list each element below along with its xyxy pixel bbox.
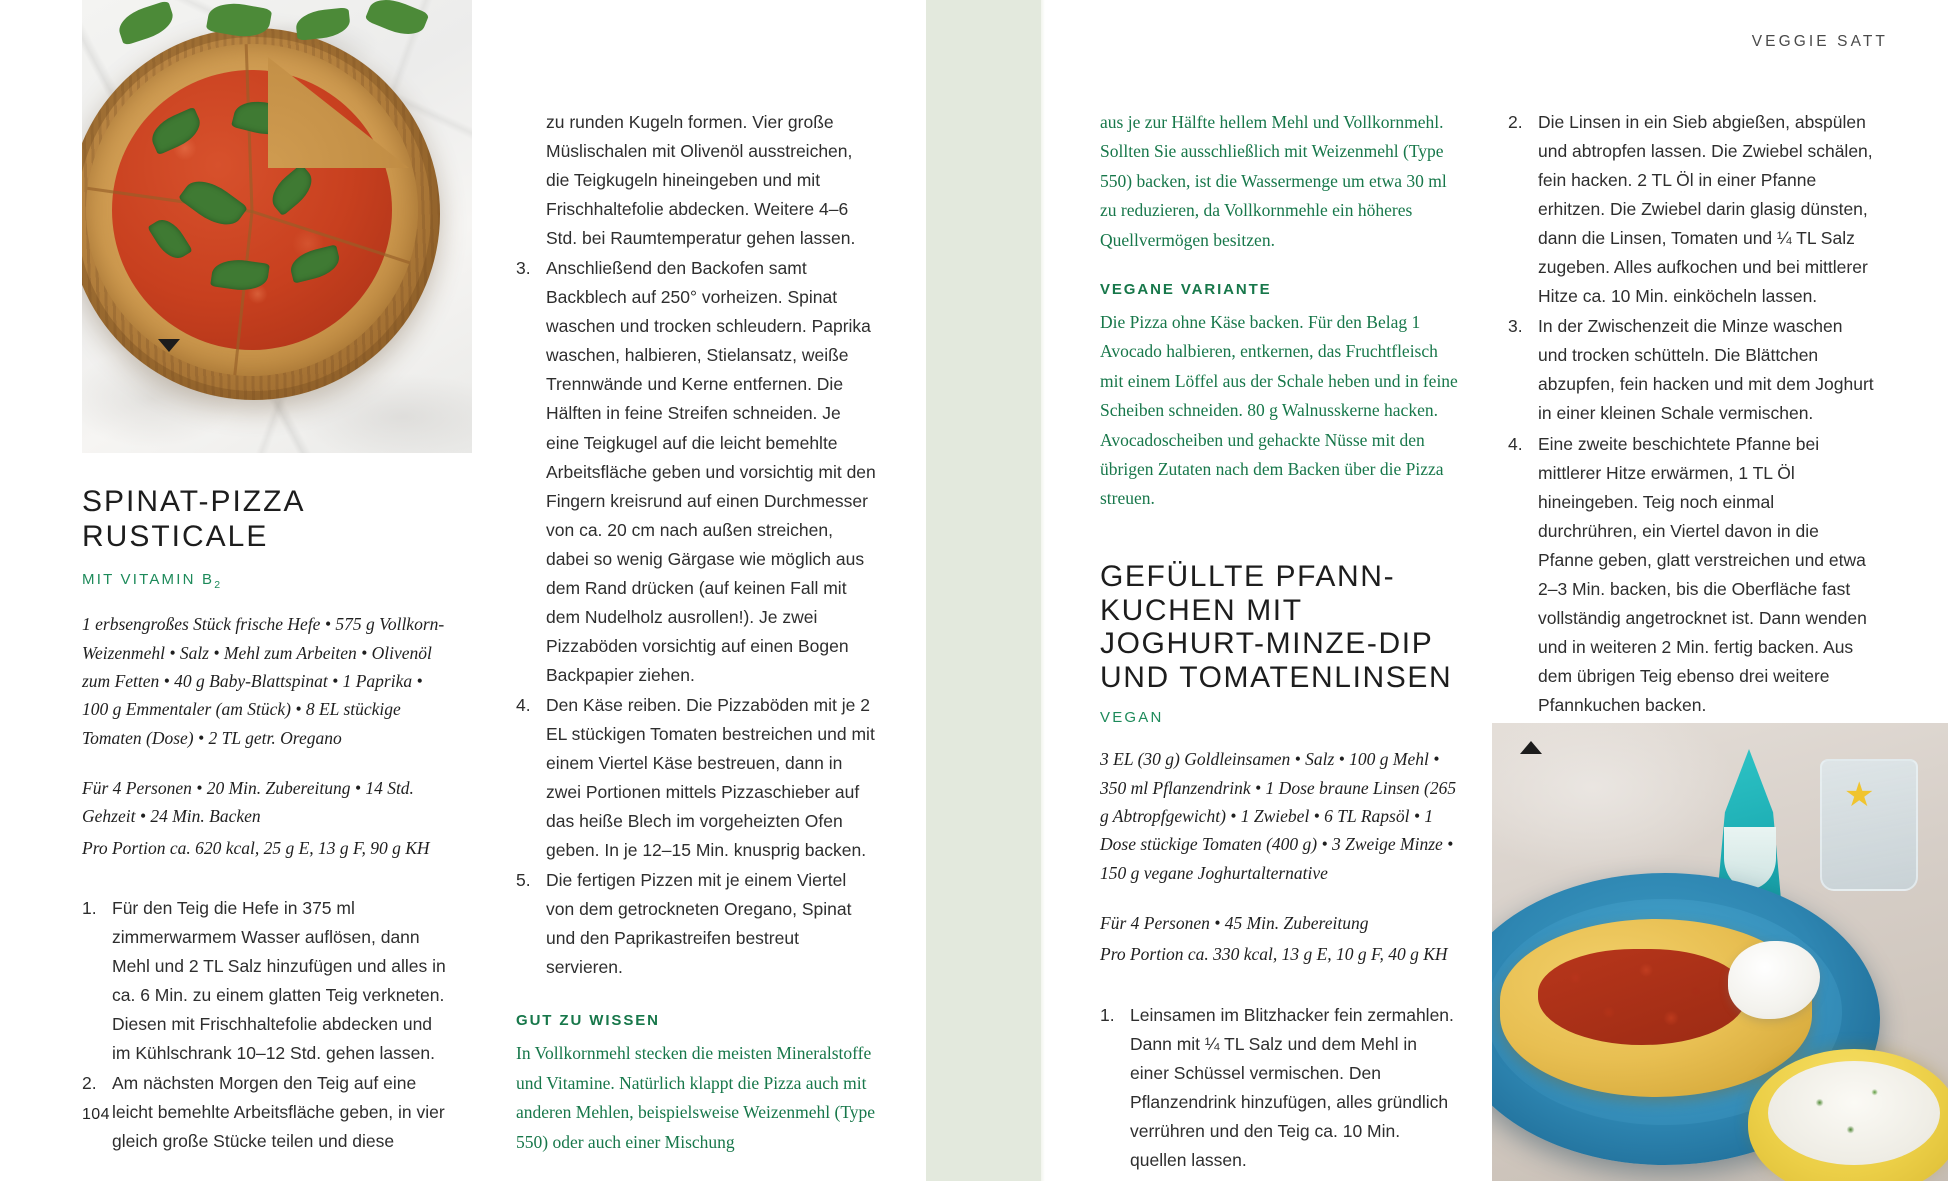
step-number: 2. <box>1508 112 1523 132</box>
ingredients-list-pfannkuchen: 3 EL (30 g) Goldleinsamen • Salz • 100 g Mehl • 350 ml Pflanzendrink • 1 Dose braune Linsen (265 g Abtropfgewicht) • 1 Zwiebel • 6 TL Rapsöl • 1 Dose stückige Tomaten (400 g) • 3 Zweige Minze • 150 g vegane Joghurtalternative <box>1100 749 1457 883</box>
recipe-meta-nutrition: Pro Portion ca. 620 kcal, 25 g E, 13 g F, 90 g KH <box>82 837 430 858</box>
vitamin-badge-label: MIT VITAMIN B <box>82 571 215 589</box>
step-text: Leinsamen im Blitzhacker fein zermahlen. Dann mit ¼ TL Salz und dem Mehl in einer Schüssel vermischen. Den Pflanzendrink hinzufügen, alles gründlich verrühren und den Teig ca. 10 Min. quellen lassen. <box>1130 1004 1454 1170</box>
steps-list <box>82 894 447 1156</box>
triangle-up-icon <box>1520 741 1542 754</box>
note-title-vegane-variante: VEGANE VARIANTE <box>1100 280 1272 298</box>
step-item <box>516 866 878 982</box>
ingredients-list: 1 erbsengroßes Stück frische Hefe • 575 g Vollkorn-Weizenmehl • Salz • Mehl zum Arbeiten • Olivenöl zum Fetten • 40 g Baby-Blattspinat • 1 Paprika • 100 g Emmentaler (am Stück) • 8 EL stückige Tomaten (Dose) • 2 TL getr. Oregano <box>82 614 445 748</box>
running-head: VEGGIE SATT <box>1751 33 1888 50</box>
step-item <box>1508 312 1876 428</box>
recipe-title-gefuellte-pfannkuchen: GEFÜLLTE PFANN-KUCHEN MIT JOGHURT-MINZE-DIP UND TOMATENLINSEN <box>1100 559 1453 695</box>
step-text: Anschließend den Backofen samt Backblech auf 250° vorheizen. Spinat waschen und trocken schleudern. Paprika waschen, halbieren, Stielansatz, weiße Trennwände und Kerne entfernen. Die Hälften in feine Streifen schneiden. Je eine Teigkugel auf die leicht bemehlte Arbeitsfläche geben und vorsichtig mit den Fingern kreisrund auf einen Durchmesser von ca. 20 cm nach außen streichen, dabei so wenig Gärgase wie möglich aus dem Rand drücken (auf keinen Fall mit dem Nudelholz ausrollen!). Je zwei Pizzaböden vorsichtig auf einen Bogen Backpapier ziehen. <box>546 258 876 685</box>
triangle-down-icon <box>158 339 180 352</box>
step-text: Am nächsten Morgen den Teig auf eine leicht bemehlte Arbeitsfläche geben, in vier gleich große Stücke teilen und diese <box>112 1073 445 1152</box>
step-item <box>1508 108 1876 311</box>
step-number: 4. <box>1508 433 1523 454</box>
recipe-title-spinat-pizza: SPINAT-PIZZA RUSTICALE <box>82 485 304 554</box>
step-number: 3. <box>1508 316 1523 337</box>
tomato-lentil-filling <box>1538 949 1746 1045</box>
column-4 <box>1508 108 1876 780</box>
vegan-badge: VEGAN <box>1100 709 1164 727</box>
step-text: Den Käse reiben. Die Pizzaböden mit je 2 EL stückigen Tomaten bestreichen und mit einem Viertel Käse bestreuen, dann in zwei Portionen mittels Pizzaschieber auf das heiße Blech im vorgeheizten Ofen geben. In je 12–15 Min. knusprig backen. <box>546 694 875 861</box>
recipe-meta-nutrition-pfannkuchen: Pro Portion ca. 330 kcal, 13 g E, 10 g F, 40 g KH <box>1100 944 1448 965</box>
step-number: 1. <box>1100 1004 1115 1025</box>
note-body-vegane-variante: Die Pizza ohne Käse backen. Für den Belag 1 Avocado halbieren, entkernen, das Fruchtfleisch mit einem Löffel aus der Schale heben und in feine Scheiben schneiden. 80 g Walnusskerne hacken. Avocadoscheiben und gehackte Nüsse mit den übrigen Zutaten nach dem Backen über die Pizza streuen. <box>1100 311 1458 509</box>
step-text: Eine zweite beschichtete Pfanne bei mittlerer Hitze erwärmen, 1 TL Öl hineingeben. Teig noch einmal durchrühren, ein Viertel davon in die Pfanne geben, glatt verstreichen und etwa 2–3 Min. backen, bis die Oberfläche fast vollständig angetrocknet ist. Dann wenden und in weiteren 2 Min. fertig backen. Aus dem übrigen Teig ebenso drei weitere Pfannkuchen backen. <box>1538 433 1867 715</box>
note-body-gut-zu-wissen: In Vollkornmehl stecken die meisten Mineralstoffe und Vitamine. Natürlich klappt die Pizza auch mit anderen Mehlen, beispielsweise Weizenmehl (Type 550) oder auch einer Mischung <box>516 1043 876 1152</box>
note-continuation: aus je zur Hälfte hellem Mehl und Vollkornmehl. Sollten Sie ausschließlich mit Weizenmehl (Type 550) backen, ist die Wassermenge um etwa 30 ml zu reduzieren, da Vollkornmehle ein höheres Quellvermögen besitzen. <box>1100 112 1447 250</box>
column-3 <box>1100 108 1458 1176</box>
steps-list-pfannkuchen <box>1100 1001 1458 1175</box>
column-1 <box>82 484 447 1157</box>
step-text: In der Zwischenzeit die Minze waschen und trocken schütteln. Die Blättchen abzupfen, fein hacken und mit dem Joghurt in einer kleinen Schale vermischen. <box>1538 316 1874 424</box>
step-number: 5. <box>516 870 531 891</box>
step-text: Für den Teig die Hefe in 375 ml zimmerwarmem Wasser auflösen, dann Mehl und 2 TL Salz hinzufügen und alles in ca. 6 Min. zu einem glatten Teig verkneten. Diesen mit Frischhaltefolie abdecken und im Kühlschrank 10–12 Std. gehen lassen. <box>112 897 446 1064</box>
page-number: 104 <box>82 1106 110 1123</box>
recipe-meta-servings: Für 4 Personen • 20 Min. Zubereitung • 14 Std. Gehzeit • 24 Min. Backen <box>82 777 414 827</box>
step-text: Die Linsen in ein Sieb abgießen, abspülen und abtropfen lassen. Die Zwiebel schälen, fein hacken. 2 TL Öl in einer Pfanne erhitzen. Die Zwiebel darin glasig dünsten, dann die Linsen, Tomaten und ¼ TL Salz zugeben. Alles aufkochen und bei mittlerer Hitze ca. 10 Min. einköcheln lassen. <box>1538 112 1873 307</box>
step-number: 1. <box>82 897 97 918</box>
steps-list-pfannkuchen-continued <box>1508 108 1876 779</box>
joghurt-minze-dip <box>1768 1061 1940 1165</box>
photo-pfannkuchen <box>1492 723 1948 1181</box>
note-title-gut-zu-wissen: GUT ZU WISSEN <box>516 1012 660 1030</box>
vitamin-badge <box>82 571 447 591</box>
column-2 <box>516 108 878 1157</box>
step-item <box>1508 430 1876 720</box>
step-text: Die fertigen Pizzen mit je einem Viertel von dem getrockneten Oregano, Spinat und den Paprikastreifen bestreut servieren. <box>546 870 852 978</box>
hero-photo-pizza <box>82 0 472 453</box>
steps-list-continued <box>516 254 878 982</box>
step-item <box>82 1069 447 1156</box>
step-item <box>1100 1001 1458 1175</box>
step-item <box>82 894 447 1068</box>
step-number: 2. <box>82 1073 97 1094</box>
vitamin-badge-subscript: 2 <box>214 579 221 592</box>
step-number: 3. <box>516 258 531 279</box>
step-item <box>516 254 878 690</box>
page-gutter-edge <box>1041 0 1045 1181</box>
pizza <box>86 44 418 376</box>
step-number: 4. <box>516 694 531 715</box>
step-continuation-text: zu runden Kugeln formen. Vier große Müslischalen mit Olivenöl ausstreichen, die Teigkugeln hineingeben und mit Frischhaltefolie abdecken. Weitere 4–6 Std. bei Raumtemperatur gehen lassen. <box>546 112 856 249</box>
page-gutter-strip <box>926 0 1041 1181</box>
step-item <box>516 691 878 865</box>
recipe-meta-servings-pfannkuchen: Für 4 Personen • 45 Min. Zubereitung <box>1100 912 1369 933</box>
